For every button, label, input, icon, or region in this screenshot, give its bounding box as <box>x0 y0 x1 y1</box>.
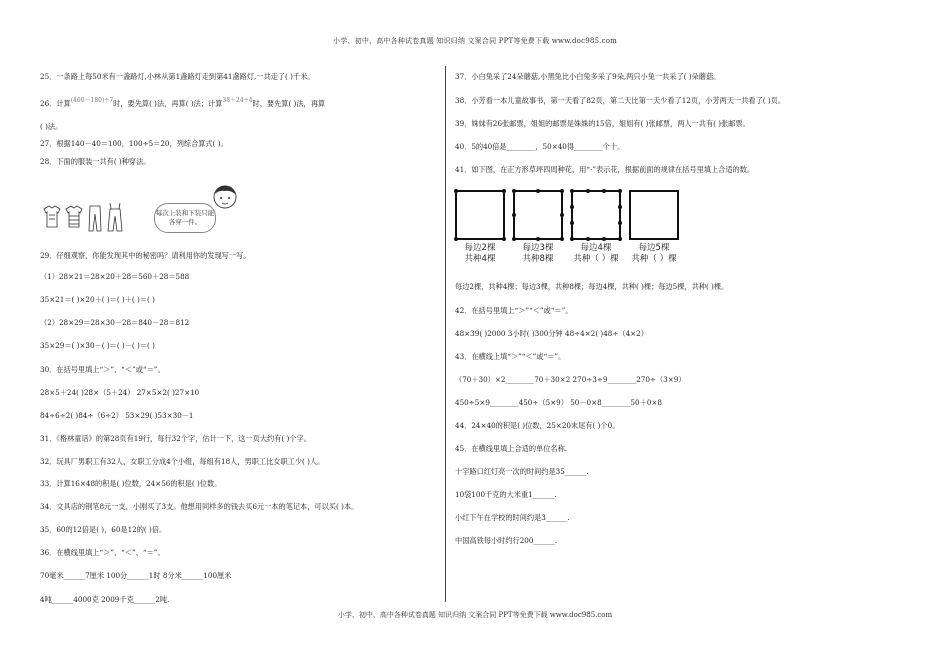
flower-dot <box>586 237 590 241</box>
q30-row-1: 28×5＋24( )28×（5＋24） 27×5×2( )27×10 <box>40 388 200 397</box>
flower-dot <box>570 205 574 209</box>
q29-example-2: （2）28×29＝28×30－28＝840－28＝812 <box>40 318 190 327</box>
flower-dot <box>560 213 564 217</box>
q39: 39．姝妹有26张邮票，姐姐的邮票是姝姝的15倍，姐姐有( )张邮票，两人一共有( )张邮票。 <box>455 119 750 128</box>
page-header: 小学、初中、高中各种试卷真题 知识归纳 文案合同 PPT等免费下载 www.doc985.com <box>333 37 617 45</box>
q26-continue: ( )法。 <box>40 122 63 131</box>
q30: 30．在括号里填上“＞”、“＜”或“＝”。 <box>40 365 165 374</box>
squares-figure <box>455 190 715 270</box>
q36: 36．在横线里填上“＞”、“＜”、“＝”。 <box>40 548 165 557</box>
q43: 43．在横线上填“＞”“＜”或“＝”。 <box>455 352 566 361</box>
square-caption-line2: 共种（ ）棵 <box>631 254 677 264</box>
q36-row-1: 70毫米______7厘米 100分______1时 8分米______100厘米 <box>40 571 232 580</box>
q33: 33．计算16×48的积是( )位数，24×56的积是( )位数。 <box>40 479 222 488</box>
column-divider <box>445 66 446 602</box>
square-caption-line1: 每边5棵 <box>638 243 670 253</box>
q29-example-1: （1）28×21＝28×20＋28＝560＋28＝588 <box>40 272 190 281</box>
flower-dot <box>570 221 574 225</box>
q45-line-4: 中国高铁每小时约行200______. <box>455 536 558 545</box>
square-caption-line2: 共种8棵 <box>522 254 554 264</box>
q26-part-a: 26．计算 <box>40 99 71 108</box>
flower-dot <box>586 189 590 193</box>
q45-line-1: 十字路口红灯亮一次的时间约是35______. <box>455 467 589 476</box>
square-caption-line1: 每边4棵 <box>580 243 612 253</box>
q35: 35．60的12倍是( )，60是12的( )倍。 <box>40 525 167 534</box>
q26-fraction-1: (460－180)÷7 <box>70 97 114 104</box>
q26-part-c: 时，要先算( )法，再算 <box>252 99 326 108</box>
q43-row-2: 450÷5×9________450÷（5×9） 50－0×8________50＋0×8 <box>455 398 662 407</box>
flower-dot <box>560 237 564 241</box>
q26 <box>40 96 325 109</box>
flower-dot <box>536 237 540 241</box>
flower-dot <box>618 237 622 241</box>
flower-dot <box>454 189 458 193</box>
shirt-2-icon <box>66 206 82 227</box>
q40: 40．5的40倍是________，50×40得________个十。 <box>455 142 625 151</box>
square-caption-line2: 共种（ ）棵 <box>573 254 619 264</box>
q29: 29．仔细观察，你能发现其中的秘密吗？请利用你的发现写一写。 <box>40 251 251 260</box>
trousers-2-icon <box>108 203 122 231</box>
flower-dot <box>512 189 516 193</box>
flower-dot <box>602 189 606 193</box>
square-caption-line2: 共种4棵 <box>464 254 496 264</box>
q26-fraction-2: 38＋24÷4 <box>222 97 253 104</box>
flower-dot <box>536 189 540 193</box>
speech-bubble: 每次上装和下装只能各穿一件。 <box>154 203 216 233</box>
q29-exercise-1: 35×21＝( )×20＋( )＝( )＋( )＝( ) <box>40 295 155 304</box>
flower-dot <box>618 221 622 225</box>
flower-dot <box>502 189 506 193</box>
square-caption-line1: 每边2棵 <box>464 243 496 253</box>
square-caption-line1: 每边3棵 <box>522 243 554 253</box>
q45: 45．在横线里填上合适的单位名称. <box>455 444 568 453</box>
q29-exercise-2: 35×29＝( )×30－( )＝( )－( )＝( ) <box>40 341 155 350</box>
flower-square-2 <box>513 190 563 240</box>
flower-dot <box>502 237 506 241</box>
q36-row-2: 4吨______4000克 2009千克______2吨. <box>40 595 170 604</box>
q41: 41．如下图，在正方形草坪四周种花，用“·”表示花，根据前面的规律在括号里填上合适的数。 <box>455 165 755 174</box>
shirt-1-icon <box>44 206 60 227</box>
flower-dot <box>570 237 574 241</box>
q41-answer-text: 每边2棵，共种4棵；每边3棵，共种8棵；每边4棵，共种( )棵；每边5棵，共种( )棵。 <box>455 282 729 291</box>
flower-dot <box>570 189 574 193</box>
q38: 38．小芳看一本儿童故事书，第一天看了82页，第二天比第一天少看了12页，小芳两天一共看了( )页。 <box>455 96 786 105</box>
q31: 31．《格林童话》的第28页有19行，每行32个字，估计一下，这一页大约有( )个字。 <box>40 434 311 443</box>
flower-square-4 <box>629 190 679 240</box>
flower-dot <box>560 189 564 193</box>
q26-part-b: 时，要先算( )法，再算( )法；计算 <box>113 99 223 108</box>
flower-dot <box>602 237 606 241</box>
flower-dot <box>618 189 622 193</box>
q42: 42．在括号里填上“＞”“＜”或“＝”。 <box>455 306 573 315</box>
boy-avatar <box>210 182 240 212</box>
q30-row-2: 84÷6÷2( )84÷（6÷2） 53×29( )53×30－1 <box>40 411 194 420</box>
q34: 34．文具店的钢笔8元一支，小刚买了3支。他想用同样多的钱去买6元一本的笔记本，可以买( )本。 <box>40 502 359 511</box>
q45-line-3: 小红下午在学校的时间约是3______. <box>455 513 570 522</box>
q27: 27．根据140－40＝100，100÷5＝20，列综合算式( )。 <box>40 139 228 148</box>
flower-square-1 <box>455 190 505 240</box>
q25: 25．一条路上每50米有一盏路灯,小林从第1盏路灯走到第41盏路灯,一共走了( )千米。 <box>40 72 315 81</box>
q37: 37．小白兔采了24朵蘑菇,小黑兔比小白兔多采了9朵,两只小兔一共采了( )朵蘑菇。 <box>455 72 721 81</box>
flower-dot <box>512 237 516 241</box>
q32: 32．玩具厂男职工有32人，女职工分成4个小组，每组有18人，男职工比女职工少( )人。 <box>40 457 325 466</box>
flower-dot <box>512 213 516 217</box>
q44: 44．24×40的积是( )位数，25×20末尾有( )个0。 <box>455 421 620 430</box>
q42-row: 48×39( )2000 3小时( )300分钟 48÷4×2( )48÷（4×2） <box>455 329 648 338</box>
q45-line-2: 10袋100千克的大米重1______. <box>455 490 557 499</box>
flower-dot <box>618 205 622 209</box>
flower-square-3 <box>571 190 621 240</box>
flower-dot <box>454 237 458 241</box>
clothes-illustration <box>42 203 134 233</box>
q28: 28．下面的服装一共有( )种穿法。 <box>40 157 151 166</box>
q43-row-1: （70＋30）×2________70＋30×2 270÷3÷9________270÷（3×9） <box>455 375 686 384</box>
page-footer: 小学、初中、高中各种试卷真题 知识归纳 文案合同 PPT等免费下载 www.doc985.com <box>337 611 613 619</box>
trousers-1-icon <box>89 206 101 231</box>
